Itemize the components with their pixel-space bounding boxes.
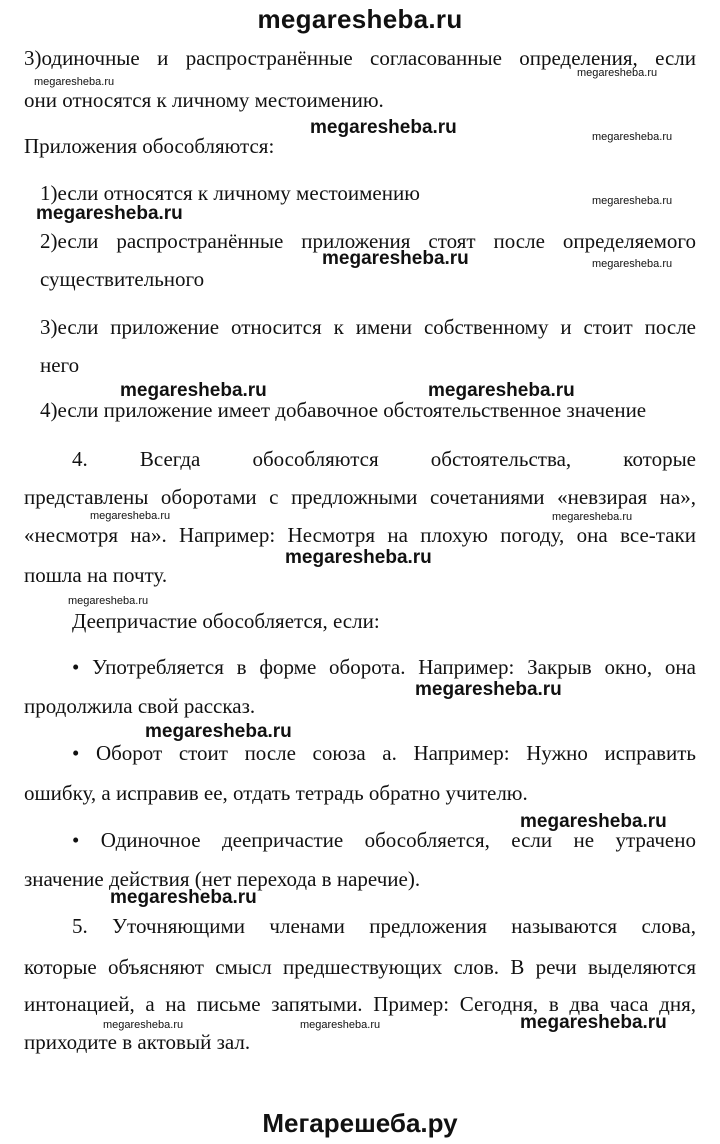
watermark: megaresheba.ru [145, 721, 292, 742]
watermark: megaresheba.ru [68, 595, 149, 607]
watermark: megaresheba.ru [120, 380, 267, 401]
text-line-19: • Одиночное деепричастие обособляется, если не утрачено [72, 828, 696, 852]
watermark: megaresheba.ru [34, 76, 115, 88]
watermark: megaresheba.ru [322, 248, 469, 269]
watermark: megaresheba.ru [552, 511, 633, 523]
text-line-8: него [40, 353, 80, 377]
text-line-4: 1)если относятся к личному местоимению [40, 181, 420, 205]
text-line-3: Приложения обособляются: [24, 134, 275, 158]
watermark: megaresheba.ru [90, 510, 171, 522]
text-line-21: 5. Уточняющими членами предложения называются слова, [72, 914, 696, 938]
text-line-22: которые объясняют смысл предшествующих слов. В речи выделяются [24, 955, 696, 979]
watermark: megaresheba.ru [415, 679, 562, 700]
text-line-24: приходите в актовый зал. [24, 1030, 251, 1054]
watermark: megaresheba.ru [592, 258, 673, 270]
text-line-13: пошла на почту. [24, 563, 168, 587]
text-line-6: существительного [40, 267, 205, 291]
watermark: megaresheba.ru [428, 380, 575, 401]
site-footer: Мегарешеба.ру [262, 1108, 458, 1138]
watermark: megaresheba.ru [592, 131, 673, 143]
text-line-10: 4. Всегда обособляются обстоятельства, которые [72, 447, 696, 471]
watermark: megaresheba.ru [592, 195, 673, 207]
watermark: megaresheba.ru [300, 1019, 381, 1031]
text-line-5: 2)если распространённые приложения стоят после определяемого [40, 229, 696, 253]
site-header: megaresheba.ru [257, 4, 463, 34]
text-line-20: значение действия (нет перехода в наречие). [24, 867, 421, 891]
watermark: megaresheba.ru [110, 887, 257, 908]
text-line-23: интонацией, а на письме запятыми. Пример: Сегодня, в два часа дня, [24, 992, 696, 1016]
text-line-11: представлены оборотами с предложными сочетаниями «невзирая на», [24, 485, 696, 509]
watermark: megaresheba.ru [520, 1012, 667, 1033]
text-line-15: • Употребляется в форме оборота. Например: Закрыв окно, она [72, 655, 696, 679]
watermark: megaresheba.ru [310, 117, 457, 138]
text-line-18: ошибку, а исправив ее, отдать тетрадь обратно учителю. [24, 781, 528, 805]
text-line-2: они относятся к личному местоимению. [24, 88, 384, 112]
text-line-9: 4)если приложение имеет добавочное обстоятельственное значение [40, 398, 647, 422]
text-line-7: 3)если приложение относится к имени собственному и стоит после [40, 315, 696, 339]
watermark: megaresheba.ru [36, 203, 183, 224]
text-line-14: Деепричастие обособляется, если: [72, 609, 380, 633]
watermark: megaresheba.ru [285, 547, 432, 568]
text-line-17: • Оборот стоит после союза а. Например: Нужно исправить [72, 741, 696, 765]
text-line-1: 3)одиночные и распространённые согласованные определения, если [24, 46, 696, 70]
watermark: megaresheba.ru [577, 67, 658, 79]
watermark: megaresheba.ru [103, 1019, 184, 1031]
text-line-12: «несмотря на». Например: Несмотря на плохую погоду, она все-таки [24, 523, 696, 547]
watermark: megaresheba.ru [520, 811, 667, 832]
text-line-16: продолжила свой рассказ. [24, 694, 256, 718]
